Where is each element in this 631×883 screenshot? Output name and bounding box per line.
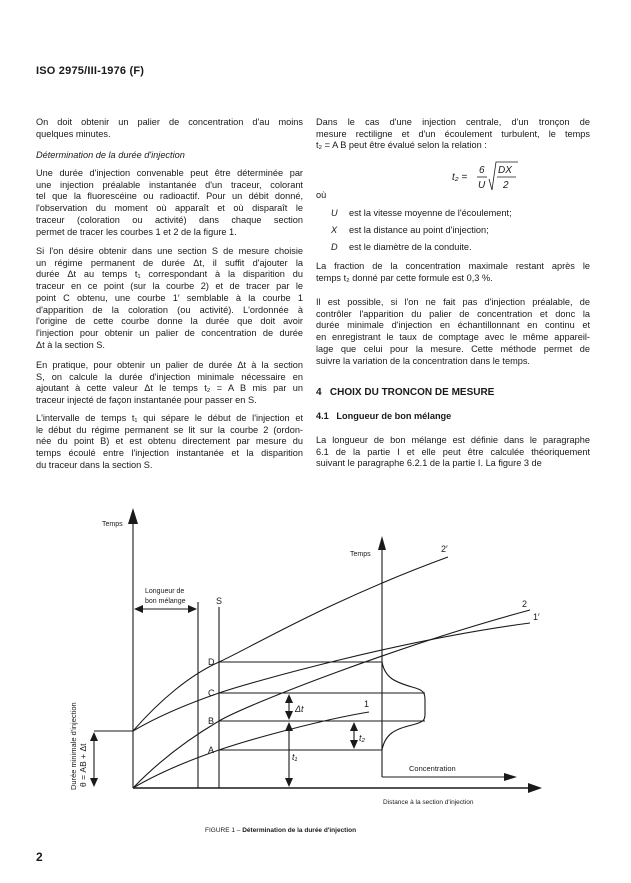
formula-rad-den: 2: [503, 180, 509, 191]
formula-num: 6: [479, 165, 485, 176]
time-axis-label: Temps: [102, 521, 123, 528]
theta-label: θ = AB + Δt: [78, 743, 88, 787]
arrowhead-icon: [350, 722, 358, 731]
arrowhead-icon: [528, 783, 542, 793]
text-line: temps écoulé entre l'injection instantanée et la disparition: [36, 448, 303, 459]
text-line: point C obtenu, une courbe 1′ semblable à la courbe 1: [36, 292, 303, 303]
text-line: La fraction de la concentration maximale restant après le: [316, 261, 590, 271]
text-line: d'apparition de la coloration (ou activité). L'ordonnée à: [36, 304, 303, 315]
arrowhead-icon: [285, 778, 293, 787]
point-d: D: [208, 657, 215, 667]
text-line: tel que la fluorescéine ou radioactif. Pour un débit donné,: [36, 191, 303, 202]
formula-den: U: [478, 180, 486, 191]
definition-u: U est la vitesse moyenne de l'écoulement;: [331, 208, 512, 218]
text-line: née du point B) et est obtenu directement par mesure du: [36, 436, 303, 447]
text-line: S, on calcule la durée d'injection minimale nécessaire en: [36, 371, 303, 382]
t2-label: t₂: [359, 733, 365, 743]
definition-d: D est le diamètre de la conduite.: [331, 242, 472, 252]
arrowhead-icon: [378, 536, 386, 550]
text-line: le début du régime permanent se lit sur la courbe 2 (ordon-: [36, 424, 303, 435]
text-line: Dans le cas d'une injection centrale, d'un tronçon de: [316, 117, 590, 127]
text-line: Une durée d'injection convenable peut être déterminée par: [36, 168, 303, 178]
text-line: traceur (coloration ou activité) dans chaque section: [36, 214, 303, 225]
y-axis-label: Durée minimale d'injection: [69, 702, 78, 790]
text-line: temps t₂ donné par cette formule est 0,3 %.: [316, 272, 493, 283]
arrowhead-icon: [504, 773, 517, 781]
formula-rad-num: DX: [498, 165, 512, 176]
text-line: En pratique, pour obtenir un palier de durée Δt à la section: [36, 360, 303, 370]
text-line: permet de tracer les courbes 1 et 2 de la figure 1.: [36, 226, 237, 237]
arrowhead-icon: [285, 722, 293, 731]
text-line: l'origine de cette courbe donne la durée que doit avoir: [36, 316, 303, 327]
text-line: ajoutant à cette valeur Δt le temps t₂ = A B mis par un: [36, 383, 303, 394]
document-header: ISO 2975/III-1976 (F): [36, 65, 145, 77]
arrowhead-icon: [285, 694, 293, 703]
arrowhead-icon: [90, 778, 98, 787]
text-line: traceur injecté de façon instantanée pour passer en S.: [36, 395, 257, 406]
mixing-length-label: bon mélange: [145, 598, 186, 605]
curve-2-prime-label: 2′: [441, 544, 448, 554]
figure-caption: FIGURE 1 – Détermination de la durée d'injection: [205, 827, 357, 834]
text-line: suivant le paragraphe 6.2.1 de la partie I. La figure 3 de: [316, 458, 542, 469]
text-line: en enregistrant le taux de comptage avec le même appareil-: [316, 332, 590, 343]
arrowhead-icon: [134, 605, 143, 613]
curve-2-prime: [133, 557, 448, 731]
point-a: A: [208, 745, 215, 755]
text-line: L'intervalle de temps t₁ qui sépare le début de l'injection et: [36, 413, 303, 423]
text-line: une injection préalable instantanée d'un traceur, colorant: [36, 179, 303, 190]
text-line: Δt à la section S.: [36, 339, 105, 350]
section-label: S: [216, 596, 223, 606]
section-heading: 4 CHOIX DU TRONCON DE MESURE: [316, 387, 495, 398]
text-line: La longueur de bon mélange est définie dans le paragraphe: [316, 435, 590, 445]
text-line: l'observation du moment où apparaît et où disparaît le: [36, 203, 303, 214]
arrowhead-icon: [90, 732, 98, 741]
text-line: durée Δt au temps t₁ correspondant à la disparition du: [36, 269, 303, 280]
concentration-label: Concentration: [409, 764, 456, 773]
arrowhead-icon: [188, 605, 197, 613]
text-line: mesure rectiligne et d'un écoulement turbulent, le temps: [316, 128, 590, 139]
distance-label: Distance à la section d'injection: [383, 799, 474, 806]
t1-label: t₁: [292, 752, 298, 762]
subheading: Détermination de la durée d'injection: [36, 150, 185, 160]
text-line: On doit obtenir un palier de concentration d'au moins: [36, 117, 303, 127]
arrowhead-icon: [350, 740, 358, 749]
text-line: Si l'on désire obtenir dans une section S de mesure choisie: [36, 246, 303, 256]
text-line: quelques minutes.: [36, 128, 111, 139]
delta-t-label: Δt: [295, 704, 304, 714]
curve-1-label: 1: [364, 699, 370, 709]
text-line: un régime permanent de durée Δt, il suffit d'ajouter la: [36, 257, 303, 268]
curve-1-prime-label: 1′: [533, 612, 540, 622]
mixing-length-label: Longueur de: [145, 588, 185, 595]
point-b: B: [208, 716, 215, 726]
text-line: t₂ = A B peut être évalué selon la relation :: [316, 140, 487, 151]
formula-lhs: t₂ =: [452, 172, 468, 183]
subsection-heading: 4.1 Longueur de bon mélange: [316, 411, 452, 421]
text-line: lage que celui pour la mesure. Cette méthode permet de: [316, 343, 590, 354]
concentration-plateau-curve: [382, 662, 425, 750]
text-line: durée minimale d'injection en échantillonnant en continu et: [316, 320, 590, 331]
text-line: suivre la variation de la concentration dans le temps.: [316, 355, 530, 366]
text-line: du traceur dans la section S.: [36, 459, 153, 470]
text-line: Il est possible, si l'on ne fait pas d'injection préalable, de: [316, 297, 590, 307]
arrowhead-icon: [128, 508, 138, 524]
page-number: 2: [36, 850, 43, 864]
text-line: l'injection pour obtenir un palier de concentration de durée: [36, 327, 303, 338]
text-line: contrôler l'apparition du palier de concentration et donc la: [316, 308, 590, 319]
text-line: 6.1 de la partie I et elle peut être calculée théoriquement: [316, 446, 590, 457]
time-axis-label-right: Temps: [350, 551, 371, 558]
text-line: traceur en ce point (sur la courbe 2) et de tracer par le: [36, 281, 303, 292]
curve-2: [133, 610, 530, 788]
curve-2-label: 2: [522, 599, 528, 609]
where-label: où: [316, 190, 327, 200]
definition-x: X est la distance au point d'injection;: [331, 225, 489, 235]
arrowhead-icon: [285, 711, 293, 720]
point-c: C: [208, 688, 215, 698]
